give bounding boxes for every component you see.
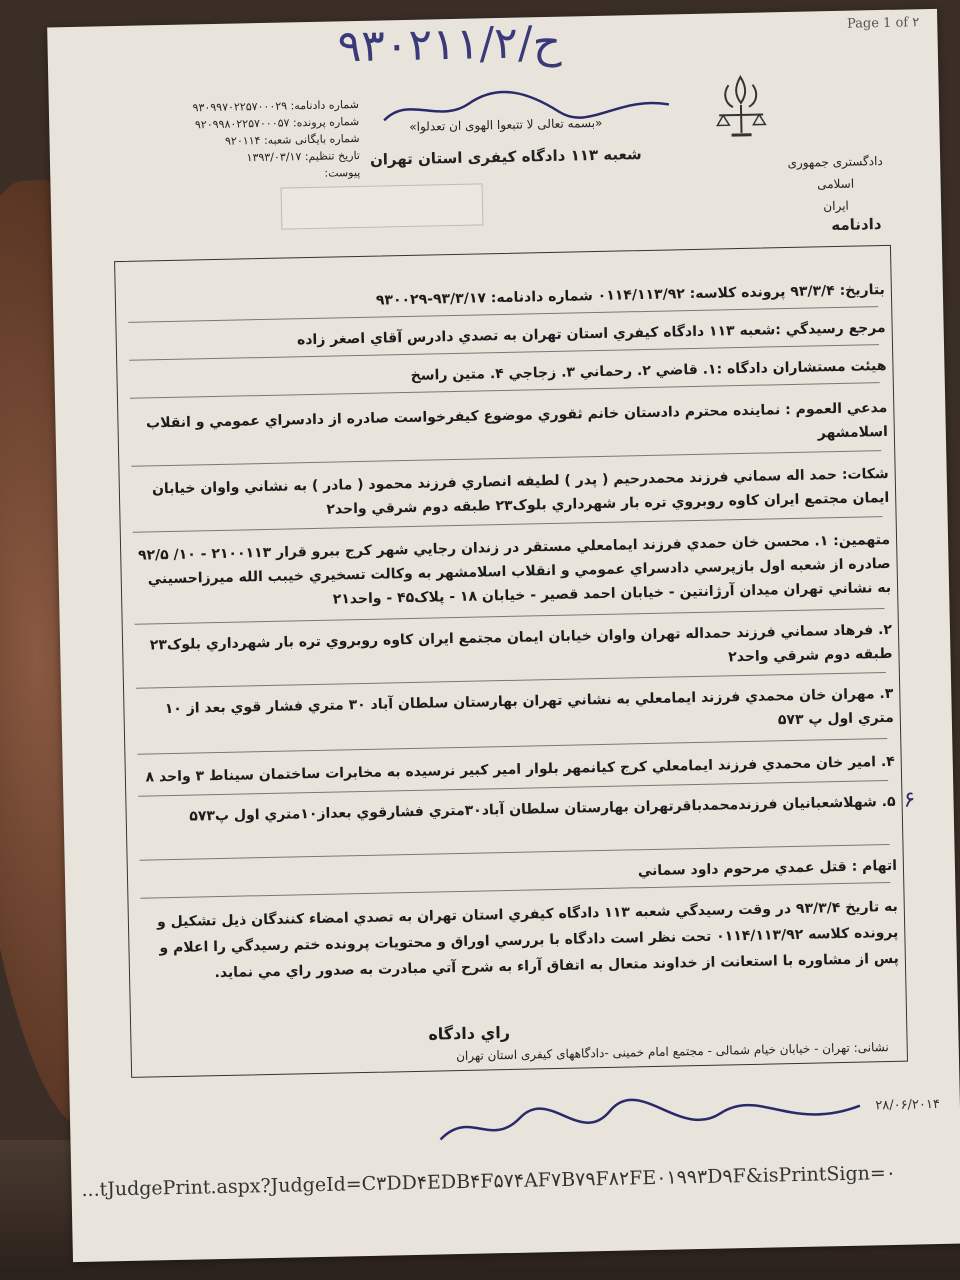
panel-line: هيئت مستشاران دادگاه :۱. قاضي ۲. رحماني ۳. زجاجي ۴. متين راسخ — [410, 357, 887, 384]
empty-box — [281, 183, 484, 229]
page-number: Page 1 of ۲ — [846, 15, 920, 32]
accused-3: ۳. مهران خان محمدي فرزند ايمامعلي به نشاني تهران بهارستان سلطان آباد ۳۰ متري فشار قوي بعد از ۱۰ متري اول پ ۵۷۳ — [164, 685, 894, 729]
plaintiffs-line: شكات: حمد اله سماني فرزند محمدرحيم ( پدر ) لطيفه انصاري فرزند محمود ( مادر ) به نشاني واوان خيابان ايمان مجتمع ايران کاوه روبروي تره بار شهرداري بلوک۲۳ طبقه دوم شرقي واحد۲ — [151, 465, 890, 518]
court-name-line: دادگستری جمهوری اسلامی — [787, 153, 883, 192]
print-date: ۲۸/۰۶/۲۰۱۴ — [875, 1096, 941, 1114]
meta-line: تاریخ تنظیم: ۱۳۹۳/۰۳/۱۷ — [246, 148, 361, 165]
iran-emblem-icon — [708, 72, 773, 143]
reference-line: مرجع رسيدگي :شعبه ۱۱۳ دادگاه کيفري استان تهران به تصدي دادرس آقاي اصغر زاده — [296, 319, 886, 349]
accused-2: ۲. فرهاد سماني فرزند حمداله تهران واوان خيابان ايمان مجتمع ايران کاوه روبروي تره بار شهرداري بلوک۲۳ طبقه دوم شرقي واحد۲ — [149, 621, 893, 666]
meta-line: پیوست: — [324, 165, 361, 180]
accused-5: ۵. شهلاشعبانيان فرزندمحمدباقرتهران بهارستان سلطان آباد۳۰متري فشارقوي بعداز۱۰متري اول پ۵۷۳ — [189, 793, 896, 825]
court-address: نشانی: تهران - خیابان خیام شمالی - مجتمع امام خمینی -دادگاههای کیفری استان تهران — [456, 1040, 889, 1064]
case-info-line: بتاريخ: ۹۳/۳/۴ پرونده کلاسه: ۰۱۱۴/۱۱۳/۹۲ شماره دادنامه: ۹۳/۳/۱۷-۹۳۰۰۲۹ — [375, 281, 886, 309]
case-metadata — [139, 96, 361, 186]
meta-line: شماره بایگانی شعبه: ۹۲۰۱۱۴ — [224, 131, 360, 148]
branch-name: شعبه ۱۱۳ دادگاه کیفری استان تهران — [369, 145, 642, 169]
court-name-line: ایران — [823, 198, 849, 214]
meta-line: شماره پرونده: ۹۲۰۹۹۸۰۲۲۵۷۰۰۰۵۷ — [194, 114, 360, 132]
header-motto: «بسمه تعالی لا تتبعوا الهوی ان تعدلوا» — [409, 115, 603, 134]
ruling-heading: راي دادگاه — [428, 1022, 511, 1044]
print-url: ...tJudgePrint.aspx?JudgeId=C۳DD۴EDB۴F۵۷۴AF۷B۷۹F۸۲FE۰۱۹۹۳D۹F&isPrintSign=۰ — [81, 1161, 897, 1201]
court-name — [770, 150, 901, 219]
accused-4: ۴. امير خان محمدي فرزند ايمامعلي کرج کيانمهر بلوار امير کبير نرسيده به مخابرات ساختمان سيناط ۳ واحد ۸ — [145, 753, 895, 786]
signature-icon — [430, 1090, 871, 1159]
document-title: دادنامه — [831, 215, 882, 235]
verdict-paragraph: به تاريخ ۹۳/۳/۴ در وقت رسيدگي شعبه ۱۱۳ دادگاه کيفري استان تهران به تصدي امضاء کنندگان ذيل تشکيل و پرونده کلاسه ۰۱۱۴/۱۱۳/۹۲ تحت نظر است دادگاه با بررسي اوراق و محتويات پرونده ختم رسيدگي را اعلام و پس از مشاوره با استعانت از خداوند متعال به اتفاق آراء به شرح آتي مبادرت به صدور راي مي نمايد. — [156, 898, 900, 982]
charge-line: اتهام : قتل عمدي مرحوم داود سماني — [637, 857, 898, 880]
accused-1: متهمين: ۱. محسن خان حمدي فرزند ايمامعلي مستقر در زندان رجايي شهر کرج ببرو قرار ۲۱۰۰۱۱۳ - ۱۰/ ۹۲/۵ صادره از شعبه اول بازپرسي دادسراي عمومي و انقلاب اسلامشهر به وكالت تسخيري خيبب الله ميرزاحسيني به نشاني تهران ميدان آرژانتين - خيابان احمد قصير - خيابان ۱۸ - پلاک۴۵ - واحد۲۱ — [137, 531, 892, 608]
prosecutor-line: مدعي العموم : نماينده محترم دادستان خانم ثقوري موضوع کيفرخواست صادره از دادسراي عمومي و انقلاب اسلامشهر — [145, 399, 888, 442]
court-verdict-document — [47, 9, 960, 1262]
margin-mark: ۶ — [903, 787, 916, 813]
handwritten-file-number: ۹۳۰۲۱۱/ح/۲ — [337, 16, 562, 73]
handwritten-signature — [430, 1090, 871, 1166]
meta-line: شماره دادنامه: ۹۳۰۹۹۷۰۲۲۵۷۰۰۰۲۹ — [192, 97, 359, 115]
